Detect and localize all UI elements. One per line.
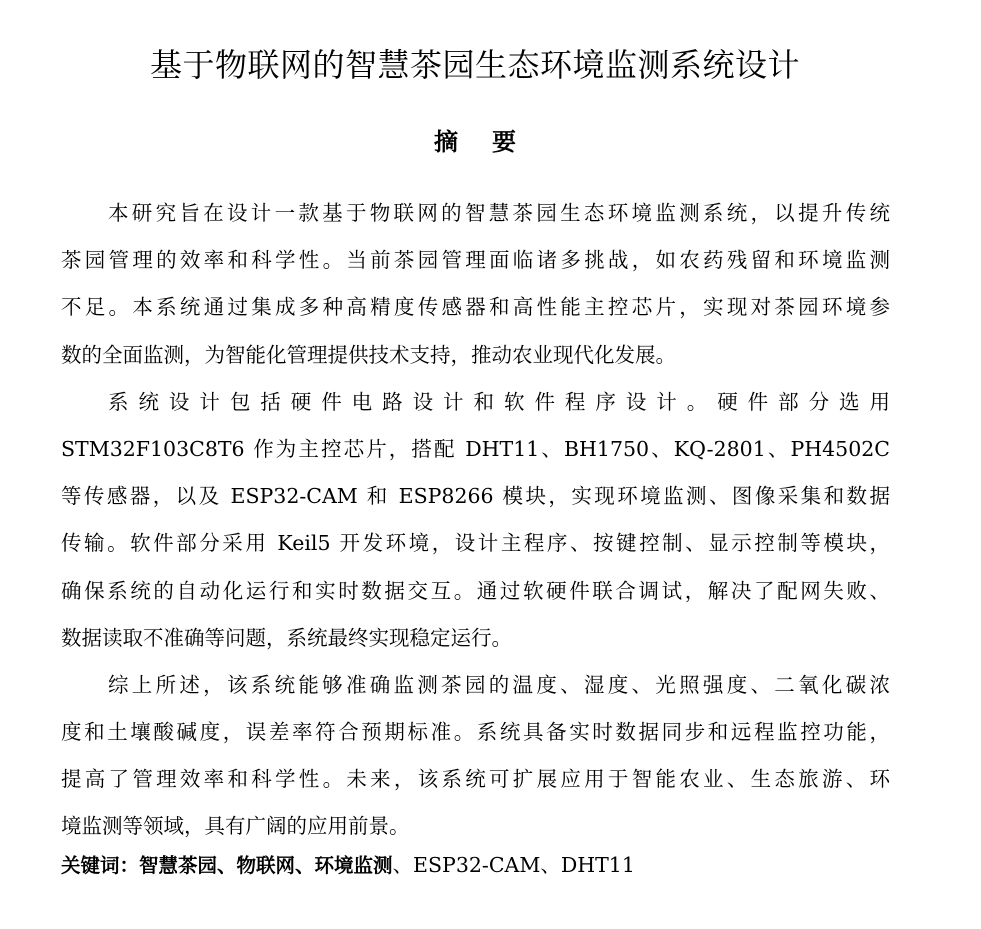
paragraph-line: 提高了管理效率和科学性。未来，该系统可扩展应用于智能农业、生态旅游、环	[61, 767, 890, 792]
paragraph-line: 数的全面监测，为智能化管理提供技术支持，推动农业现代化发展。	[61, 342, 676, 367]
paragraph-line: 系统设计包括硬件电路设计和软件程序设计。硬件部分选用	[108, 389, 890, 414]
paragraph-line: 境监测等领域，具有广阔的应用前景。	[61, 814, 410, 839]
paragraph-line: 传输。软件部分采用 Keil5 开发环境，设计主程序、按键控制、显示控制等模块，	[61, 531, 890, 556]
paragraph-line: 不足。本系统通过集成多种高精度传感器和高性能主控芯片，实现对茶园环境参	[61, 295, 890, 320]
abstract-body	[61, 190, 890, 851]
keywords-label: 关键词：	[61, 854, 140, 877]
paragraph-line: 综上所述，该系统能够准确监测茶园的温度、湿度、光照强度、二氧化碳浓	[108, 672, 890, 697]
keywords-line	[61, 845, 635, 886]
paragraph-2	[61, 379, 890, 662]
paragraph-line: 度和土壤酸碱度，误差率符合预期标准。系统具备实时数据同步和远程监控功能，	[61, 720, 890, 745]
paragraph-1	[61, 190, 890, 379]
paragraph-line: STM32F103C8T6 作为主控芯片，搭配 DHT11、BH1750、KQ-2801、PH4502C	[61, 436, 890, 461]
keywords-bold-terms: 智慧茶园、物联网、环境监测	[139, 854, 393, 877]
document-title: 基于物联网的智慧茶园生态环境监测系统设计	[149, 46, 800, 84]
abstract-heading: 摘要	[434, 128, 550, 156]
paragraph-line: 本研究旨在设计一款基于物联网的智慧茶园生态环境监测系统，以提升传统	[108, 201, 890, 225]
paragraph-line: 茶园管理的效率和科学性。当前茶园管理面临诸多挑战，如农药残留和环境监测	[61, 248, 890, 273]
paragraph-line: 数据读取不准确等问题，系统最终实现稳定运行。	[61, 625, 512, 650]
paragraph-3	[61, 662, 890, 851]
keywords-regular-terms: 、ESP32-CAM、DHT11	[392, 853, 635, 877]
paragraph-line: 等传感器，以及 ESP32-CAM 和 ESP8266 模块，实现环境监测、图像采集和数据	[61, 484, 890, 509]
paragraph-line: 确保系统的自动化运行和实时数据交互。通过软硬件联合调试，解决了配网失败、	[61, 578, 890, 603]
